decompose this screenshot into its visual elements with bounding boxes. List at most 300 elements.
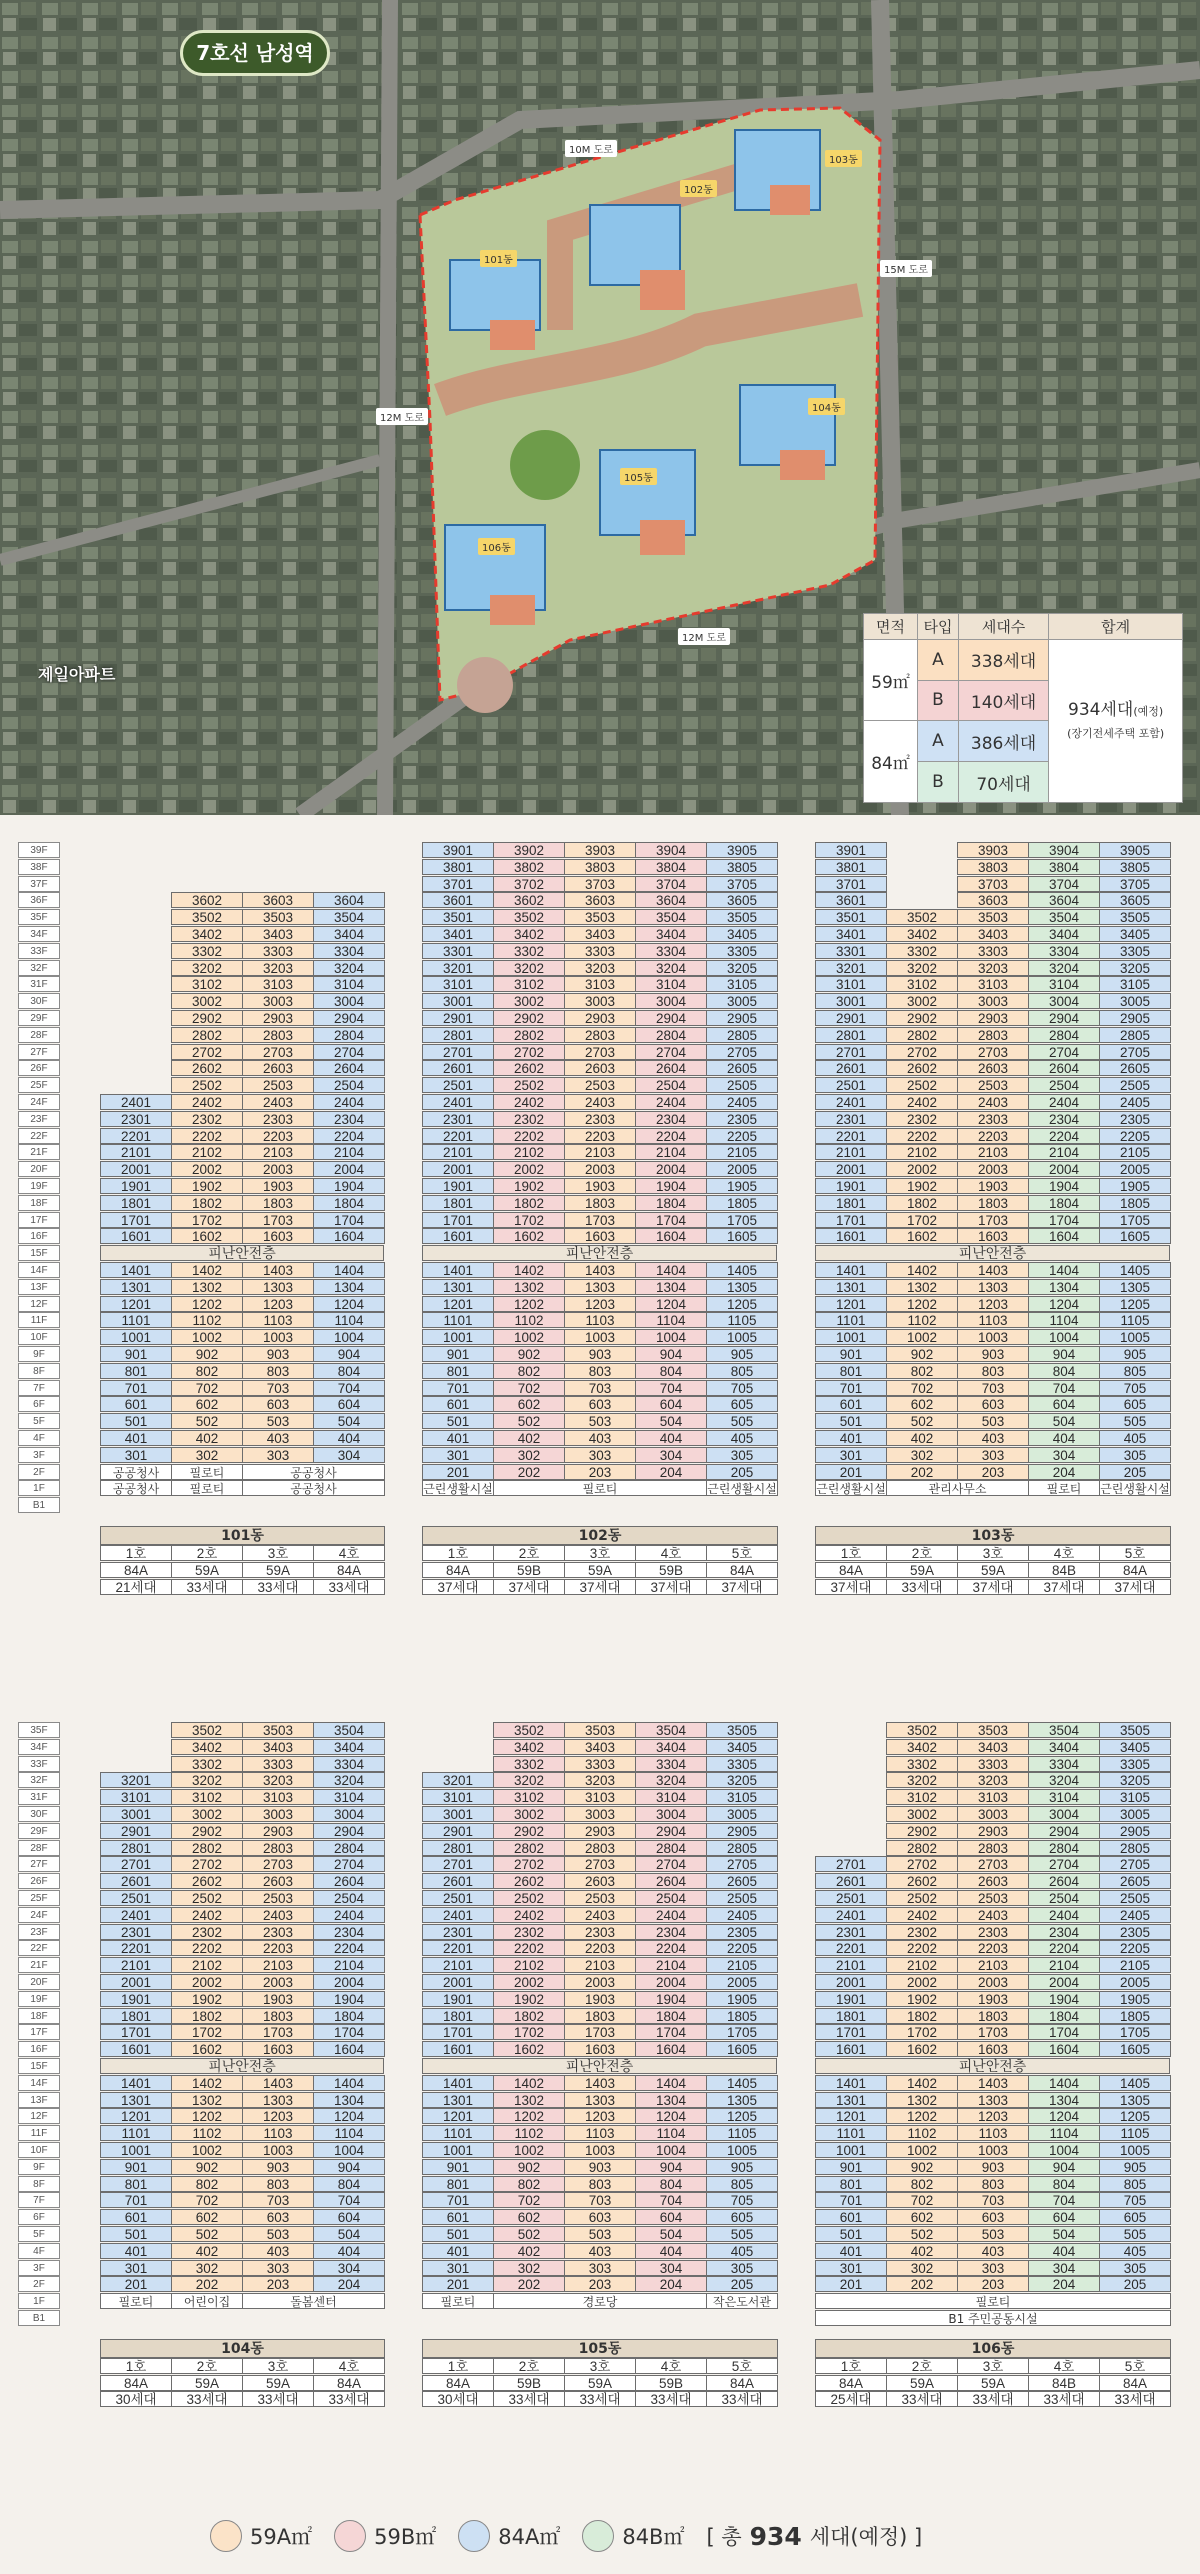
unit-cell: 804 <box>1028 2176 1100 2192</box>
unit-cell: 1703 <box>242 1212 314 1228</box>
unit-cell: 204 <box>635 1464 707 1480</box>
unit-count: 30세대 <box>100 2391 172 2407</box>
unit-cell: 2702 <box>171 1044 243 1060</box>
unit-cell: 3405 <box>706 926 778 942</box>
unit-number: 2호 <box>886 1545 958 1561</box>
unit-cell: 2904 <box>635 1010 707 1026</box>
unit-count: 37세대 <box>1028 1579 1100 1595</box>
unit-cell: 401 <box>422 1430 494 1446</box>
unit-cell: 1802 <box>493 2008 565 2024</box>
unit-cell: 3403 <box>242 1739 314 1755</box>
unit-cell: 1105 <box>1099 2125 1171 2141</box>
unit-cell: 1904 <box>635 1178 707 1194</box>
unit-cell: 1304 <box>635 2092 707 2108</box>
unit-cell: 1801 <box>815 2008 887 2024</box>
unit-cell: 1304 <box>1028 2092 1100 2108</box>
legend-total <box>706 2521 922 2551</box>
unit-cell: 3202 <box>493 960 565 976</box>
map-building-101: 101동 <box>480 250 517 267</box>
unit-cell: 1205 <box>706 1296 778 1312</box>
unit-cell: 3402 <box>171 926 243 942</box>
unit-cell: 2103 <box>564 1144 636 1160</box>
summary-count: 140세대 <box>958 680 1048 721</box>
unit-cell: 1803 <box>242 1195 314 1211</box>
unit-cell: 3402 <box>886 1739 958 1755</box>
unit-type: 84A <box>313 1562 385 1578</box>
unit-cell: 1705 <box>1099 2024 1171 2040</box>
unit-cell: 902 <box>493 1346 565 1362</box>
unit-cell: 2805 <box>1099 1027 1171 1043</box>
unit-cell: 2204 <box>1028 1940 1100 1956</box>
unit-cell: 904 <box>313 1346 385 1362</box>
unit-cell: 2802 <box>493 1027 565 1043</box>
unit-cell: 305 <box>706 1447 778 1463</box>
unit-cell: 3901 <box>422 842 494 858</box>
unit-cell: 3701 <box>815 876 887 892</box>
unit-cell: 2404 <box>635 1907 707 1923</box>
floor-label: 7F <box>18 1380 60 1396</box>
unit-cell: 802 <box>171 2176 243 2192</box>
unit-count: 37세대 <box>422 1579 494 1595</box>
unit-cell: 1403 <box>242 2075 314 2091</box>
unit-cell: 1605 <box>1099 1228 1171 1244</box>
unit-cell: 505 <box>706 1413 778 1429</box>
floor-label: 22F <box>18 1128 60 1144</box>
unit-cell: 701 <box>815 1380 887 1396</box>
unit-cell: 2305 <box>706 1111 778 1127</box>
unit-cell: 3003 <box>564 1806 636 1822</box>
unit-number: 4호 <box>1028 1545 1100 1561</box>
unit-cell: 3204 <box>313 1772 385 1788</box>
unit-cell: 1402 <box>493 2075 565 2091</box>
unit-cell: 1303 <box>242 1279 314 1295</box>
unit-cell: 3604 <box>313 892 385 908</box>
unit-cell: 703 <box>564 1380 636 1396</box>
unit-cell: 2902 <box>493 1010 565 1026</box>
unit-cell: 1204 <box>635 2108 707 2124</box>
floor-label: 21F <box>18 1957 60 1973</box>
unit-cell: 501 <box>422 2226 494 2242</box>
unit-cell: 604 <box>313 2209 385 2225</box>
unit-cell: 2101 <box>100 1144 172 1160</box>
unit-cell: 3703 <box>564 876 636 892</box>
unit-cell: 505 <box>1099 1413 1171 1429</box>
unit-cell: 3003 <box>242 1806 314 1822</box>
unit-type: 84A <box>706 2375 778 2391</box>
unit-cell: 1204 <box>313 2108 385 2124</box>
unit-type: 59A <box>242 2375 314 2391</box>
unit-cell: 602 <box>493 1396 565 1412</box>
unit-cell: 2902 <box>493 1823 565 1839</box>
unit-cell: 2301 <box>100 1924 172 1940</box>
unit-cell: 1303 <box>564 1279 636 1295</box>
unit-cell: 902 <box>886 1346 958 1362</box>
unit-cell: 2402 <box>493 1907 565 1923</box>
unit-cell: 3301 <box>422 943 494 959</box>
unit-cell: 3005 <box>706 1806 778 1822</box>
unit-cell: 2303 <box>242 1111 314 1127</box>
unit-count: 33세대 <box>886 1579 958 1595</box>
unit-cell: 1805 <box>706 1195 778 1211</box>
unit-cell: 1305 <box>1099 1279 1171 1295</box>
unit-cell: 1602 <box>493 1228 565 1244</box>
unit-cell: 3201 <box>100 1772 172 1788</box>
unit-cell: 905 <box>1099 1346 1171 1362</box>
unit-cell: 702 <box>171 2192 243 2208</box>
unit-cell: 3603 <box>957 892 1029 908</box>
unit-cell: 402 <box>493 1430 565 1446</box>
floor-label: 13F <box>18 2092 60 2108</box>
unit-cell: 3504 <box>635 1722 707 1738</box>
unit-cell: 3403 <box>242 926 314 942</box>
unit-cell: 1004 <box>1028 2142 1100 2158</box>
unit-cell: 501 <box>815 2226 887 2242</box>
unit-cell: 2603 <box>957 1873 1029 1889</box>
unit-cell: 3605 <box>706 892 778 908</box>
floor-label: 12F <box>18 1296 60 1312</box>
unit-cell: 3502 <box>886 909 958 925</box>
unit-cell: 2804 <box>1028 1840 1100 1856</box>
unit-cell: 3503 <box>564 1722 636 1738</box>
neighbor-apartment-label: 제일아파트 <box>38 665 116 684</box>
unit-cell: 1804 <box>313 2008 385 2024</box>
floor-label: 26F <box>18 1873 60 1889</box>
unit-cell: 1203 <box>564 2108 636 2124</box>
unit-cell: 2201 <box>815 1128 887 1144</box>
unit-cell: 1304 <box>1028 1279 1100 1295</box>
unit-cell: 1604 <box>313 1228 385 1244</box>
unit-cell: 2901 <box>422 1823 494 1839</box>
unit-cell: 601 <box>815 2209 887 2225</box>
summary-header-units: 세대수 <box>958 614 1048 640</box>
unit-cell: 1703 <box>242 2024 314 2040</box>
unit-cell: 3802 <box>493 859 565 875</box>
unit-type: 59A <box>564 2375 636 2391</box>
unit-cell: 1401 <box>815 2075 887 2091</box>
unit-cell: 3105 <box>706 976 778 992</box>
unit-cell: 1305 <box>706 1279 778 1295</box>
unit-cell: 1105 <box>706 1312 778 1328</box>
unit-cell: 1403 <box>564 2075 636 2091</box>
unit-number: 1호 <box>422 2358 494 2374</box>
unit-cell: 2304 <box>1028 1111 1100 1127</box>
unit-type: 59B <box>493 1562 565 1578</box>
unit-cell: 3503 <box>242 1722 314 1738</box>
unit-cell: 1602 <box>886 1228 958 1244</box>
unit-cell: 205 <box>1099 1464 1171 1480</box>
road-label-12m-west: 12M 도로 <box>376 408 428 425</box>
unit-cell: 3102 <box>886 976 958 992</box>
unit-cell: 304 <box>1028 2260 1100 2276</box>
unit-type: 59A <box>957 2375 1029 2391</box>
unit-cell: 1103 <box>957 1312 1029 1328</box>
unit-cell: 502 <box>886 1413 958 1429</box>
floor-label: 14F <box>18 1262 60 1278</box>
unit-cell: 202 <box>171 2276 243 2292</box>
unit-cell: 1102 <box>171 1312 243 1328</box>
unit-cell: 805 <box>1099 2176 1171 2192</box>
unit-cell: 2302 <box>886 1111 958 1127</box>
base-facility: 필로티 <box>100 2293 172 2309</box>
unit-cell: 3303 <box>242 1756 314 1772</box>
unit-cell: 2203 <box>957 1128 1029 1144</box>
unit-cell: 301 <box>100 2260 172 2276</box>
unit-cell: 2803 <box>242 1027 314 1043</box>
unit-cell: 1001 <box>422 1329 494 1345</box>
unit-cell: 2303 <box>242 1924 314 1940</box>
unit-cell: 2904 <box>1028 1823 1100 1839</box>
unit-cell: 2701 <box>422 1856 494 1872</box>
unit-cell: 901 <box>422 2159 494 2175</box>
unit-cell: 1405 <box>706 1262 778 1278</box>
unit-cell: 1005 <box>1099 2142 1171 2158</box>
unit-cell: 601 <box>815 1396 887 1412</box>
unit-cell: 3202 <box>171 1772 243 1788</box>
unit-cell: 2401 <box>100 1094 172 1110</box>
unit-cell: 1603 <box>957 1228 1029 1244</box>
unit-cell: 1003 <box>242 1329 314 1345</box>
unit-cell: 3701 <box>422 876 494 892</box>
unit-cell: 2402 <box>886 1094 958 1110</box>
unit-cell: 1002 <box>493 1329 565 1345</box>
building-title: 104동 <box>100 2339 385 2358</box>
unit-cell: 2603 <box>242 1060 314 1076</box>
unit-cell: 3404 <box>313 926 385 942</box>
summary-type: A <box>918 639 959 680</box>
unit-cell: 2702 <box>886 1856 958 1872</box>
unit-cell: 3201 <box>815 960 887 976</box>
floor-label: 34F <box>18 1739 60 1755</box>
unit-cell: 503 <box>242 2226 314 2242</box>
floor-label: B1 <box>18 2310 60 2326</box>
unit-cell: 2903 <box>242 1010 314 1026</box>
unit-cell: 301 <box>422 2260 494 2276</box>
unit-cell: 2303 <box>957 1924 1029 1940</box>
unit-cell: 1402 <box>171 2075 243 2091</box>
unit-cell: 1202 <box>493 2108 565 2124</box>
floor-label: 30F <box>18 993 60 1009</box>
unit-cell: 3704 <box>1028 876 1100 892</box>
unit-cell: 804 <box>1028 1363 1100 1379</box>
unit-cell: 1002 <box>171 2142 243 2158</box>
unit-cell: 1604 <box>635 1228 707 1244</box>
unit-cell: 3405 <box>1099 1739 1171 1755</box>
base-facility: 작은도서관 <box>706 2293 778 2309</box>
unit-cell: 3502 <box>493 1722 565 1738</box>
unit-type: 84A <box>815 1562 887 1578</box>
base-facility: 관리사무소 <box>886 1480 1029 1496</box>
unit-cell: 3202 <box>886 960 958 976</box>
unit-cell: 2202 <box>171 1128 243 1144</box>
floor-label: 26F <box>18 1060 60 1076</box>
unit-cell: 1903 <box>957 1991 1029 2007</box>
floor-label: 25F <box>18 1077 60 1093</box>
unit-cell: 1301 <box>815 2092 887 2108</box>
unit-cell: 2201 <box>815 1940 887 1956</box>
unit-cell: 2003 <box>242 1974 314 1990</box>
unit-cell: 2503 <box>564 1077 636 1093</box>
unit-cell: 3201 <box>422 1772 494 1788</box>
unit-cell: 2502 <box>171 1890 243 1906</box>
summary-area-59: 59㎡ <box>864 639 918 721</box>
unit-cell: 2704 <box>635 1044 707 1060</box>
unit-cell: 2805 <box>1099 1840 1171 1856</box>
unit-cell: 2102 <box>886 1144 958 1160</box>
unit-count: 33세대 <box>313 1579 385 1595</box>
unit-cell: 1802 <box>171 2008 243 2024</box>
unit-cell: 3903 <box>564 842 636 858</box>
unit-number: 4호 <box>313 2358 385 2374</box>
unit-cell: 2804 <box>1028 1027 1100 1043</box>
unit-cell: 905 <box>1099 2159 1171 2175</box>
unit-cell: 1401 <box>100 2075 172 2091</box>
unit-cell: 2403 <box>957 1094 1029 1110</box>
unit-cell: 605 <box>1099 1396 1171 1412</box>
unit-cell: 2105 <box>1099 1957 1171 1973</box>
unit-cell: 1704 <box>1028 1212 1100 1228</box>
unit-cell: 1703 <box>564 1212 636 1228</box>
legend-total-suffix: 세대(예정) ] <box>809 2525 923 2549</box>
unit-cell: 1904 <box>1028 1178 1100 1194</box>
unit-cell: 303 <box>242 1447 314 1463</box>
unit-cell: 2702 <box>493 1044 565 1060</box>
unit-cell: 2905 <box>706 1823 778 1839</box>
summary-total <box>1049 639 1183 802</box>
building-title: 106동 <box>815 2339 1171 2358</box>
refuge-floor: 피난안전층 <box>815 1245 1170 1261</box>
unit-cell: 1604 <box>1028 2041 1100 2057</box>
legend-total-value: 934 <box>749 2521 802 2551</box>
unit-count: 33세대 <box>957 2391 1029 2407</box>
unit-cell: 504 <box>1028 1413 1100 1429</box>
unit-count: 33세대 <box>1099 2391 1171 2407</box>
unit-cell: 702 <box>886 2192 958 2208</box>
unit-cell: 1602 <box>493 2041 565 2057</box>
unit-cell: 403 <box>564 1430 636 1446</box>
unit-cell: 1404 <box>313 1262 385 1278</box>
unit-cell: 2204 <box>1028 1128 1100 1144</box>
unit-cell: 1305 <box>706 2092 778 2108</box>
floor-label: 20F <box>18 1161 60 1177</box>
unit-number: 4호 <box>635 1545 707 1561</box>
unit-cell: 2502 <box>886 1890 958 1906</box>
unit-cell: 2005 <box>1099 1974 1171 1990</box>
unit-cell: 1003 <box>564 2142 636 2158</box>
unit-cell: 204 <box>1028 1464 1100 1480</box>
unit-cell: 1303 <box>564 2092 636 2108</box>
unit-type: 84A <box>100 2375 172 2391</box>
floor-label: 1F <box>18 2293 60 2309</box>
unit-number: 1호 <box>100 2358 172 2374</box>
unit-cell: 1605 <box>706 1228 778 1244</box>
unit-cell: 2204 <box>313 1128 385 1144</box>
unit-cell: 1204 <box>635 1296 707 1312</box>
unit-cell: 2704 <box>1028 1856 1100 1872</box>
unit-cell: 304 <box>635 1447 707 1463</box>
unit-cell: 1802 <box>171 1195 243 1211</box>
unit-cell: 505 <box>706 2226 778 2242</box>
unit-cell: 1405 <box>1099 2075 1171 2091</box>
unit-cell: 703 <box>242 2192 314 2208</box>
floor-label: 29F <box>18 1823 60 1839</box>
road-label-10m: 10M 도로 <box>565 140 617 157</box>
base-facility: 공공청사 <box>242 1480 385 1496</box>
unit-count: 33세대 <box>242 1579 314 1595</box>
unit-cell: 2905 <box>1099 1010 1171 1026</box>
unit-cell: 2902 <box>171 1010 243 1026</box>
unit-cell: 302 <box>493 2260 565 2276</box>
unit-cell: 2601 <box>422 1060 494 1076</box>
unit-cell: 203 <box>957 2276 1029 2292</box>
floor-label: 9F <box>18 1346 60 1362</box>
unit-count: 33세대 <box>242 2391 314 2407</box>
unit-cell: 3404 <box>635 1739 707 1755</box>
unit-cell: 605 <box>706 2209 778 2225</box>
unit-count: 25세대 <box>815 2391 887 2407</box>
unit-cell: 2001 <box>815 1161 887 1177</box>
unit-cell: 1302 <box>493 1279 565 1295</box>
summary-type: B <box>918 680 959 721</box>
unit-cell: 2603 <box>564 1060 636 1076</box>
unit-cell: 401 <box>100 2243 172 2259</box>
unit-cell: 401 <box>815 1430 887 1446</box>
unit-cell: 804 <box>313 1363 385 1379</box>
unit-cell: 1805 <box>1099 1195 1171 1211</box>
unit-cell: 1802 <box>886 2008 958 2024</box>
unit-cell: 303 <box>957 2260 1029 2276</box>
unit-cell: 1602 <box>171 2041 243 2057</box>
unit-cell: 2705 <box>1099 1044 1171 1060</box>
unit-cell: 3502 <box>493 909 565 925</box>
unit-cell: 1601 <box>100 1228 172 1244</box>
base-facility: 어린이집 <box>171 2293 243 2309</box>
floor-label: 25F <box>18 1890 60 1906</box>
unit-cell: 2604 <box>635 1873 707 1889</box>
unit-cell: 3404 <box>1028 926 1100 942</box>
unit-cell: 2805 <box>706 1027 778 1043</box>
floor-label: 16F <box>18 2041 60 2057</box>
unit-cell: 1802 <box>886 1195 958 1211</box>
floor-label: 34F <box>18 926 60 942</box>
unit-cell: 1001 <box>815 1329 887 1345</box>
unit-cell: 703 <box>564 2192 636 2208</box>
unit-cell: 203 <box>564 2276 636 2292</box>
unit-cell: 3005 <box>1099 1806 1171 1822</box>
unit-cell: 2005 <box>706 1161 778 1177</box>
unit-cell: 2501 <box>422 1077 494 1093</box>
unit-cell: 603 <box>957 2209 1029 2225</box>
unit-cell: 1301 <box>815 1279 887 1295</box>
unit-cell: 3102 <box>171 976 243 992</box>
unit-cell: 1901 <box>815 1178 887 1194</box>
unit-cell: 1601 <box>815 2041 887 2057</box>
unit-cell: 1101 <box>422 1312 494 1328</box>
unit-cell: 703 <box>957 1380 1029 1396</box>
unit-cell: 2703 <box>564 1856 636 1872</box>
unit-cell: 2304 <box>313 1924 385 1940</box>
unit-cell: 2301 <box>100 1111 172 1127</box>
unit-cell: 1303 <box>957 2092 1029 2108</box>
unit-cell: 3503 <box>957 909 1029 925</box>
unit-cell: 2404 <box>1028 1907 1100 1923</box>
unit-cell: 705 <box>1099 1380 1171 1396</box>
unit-cell: 2803 <box>957 1027 1029 1043</box>
unit-type: 59A <box>564 1562 636 1578</box>
unit-cell: 1101 <box>815 1312 887 1328</box>
unit-cell: 1705 <box>706 2024 778 2040</box>
unit-number: 2호 <box>886 2358 958 2374</box>
floor-label: 12F <box>18 2108 60 2124</box>
